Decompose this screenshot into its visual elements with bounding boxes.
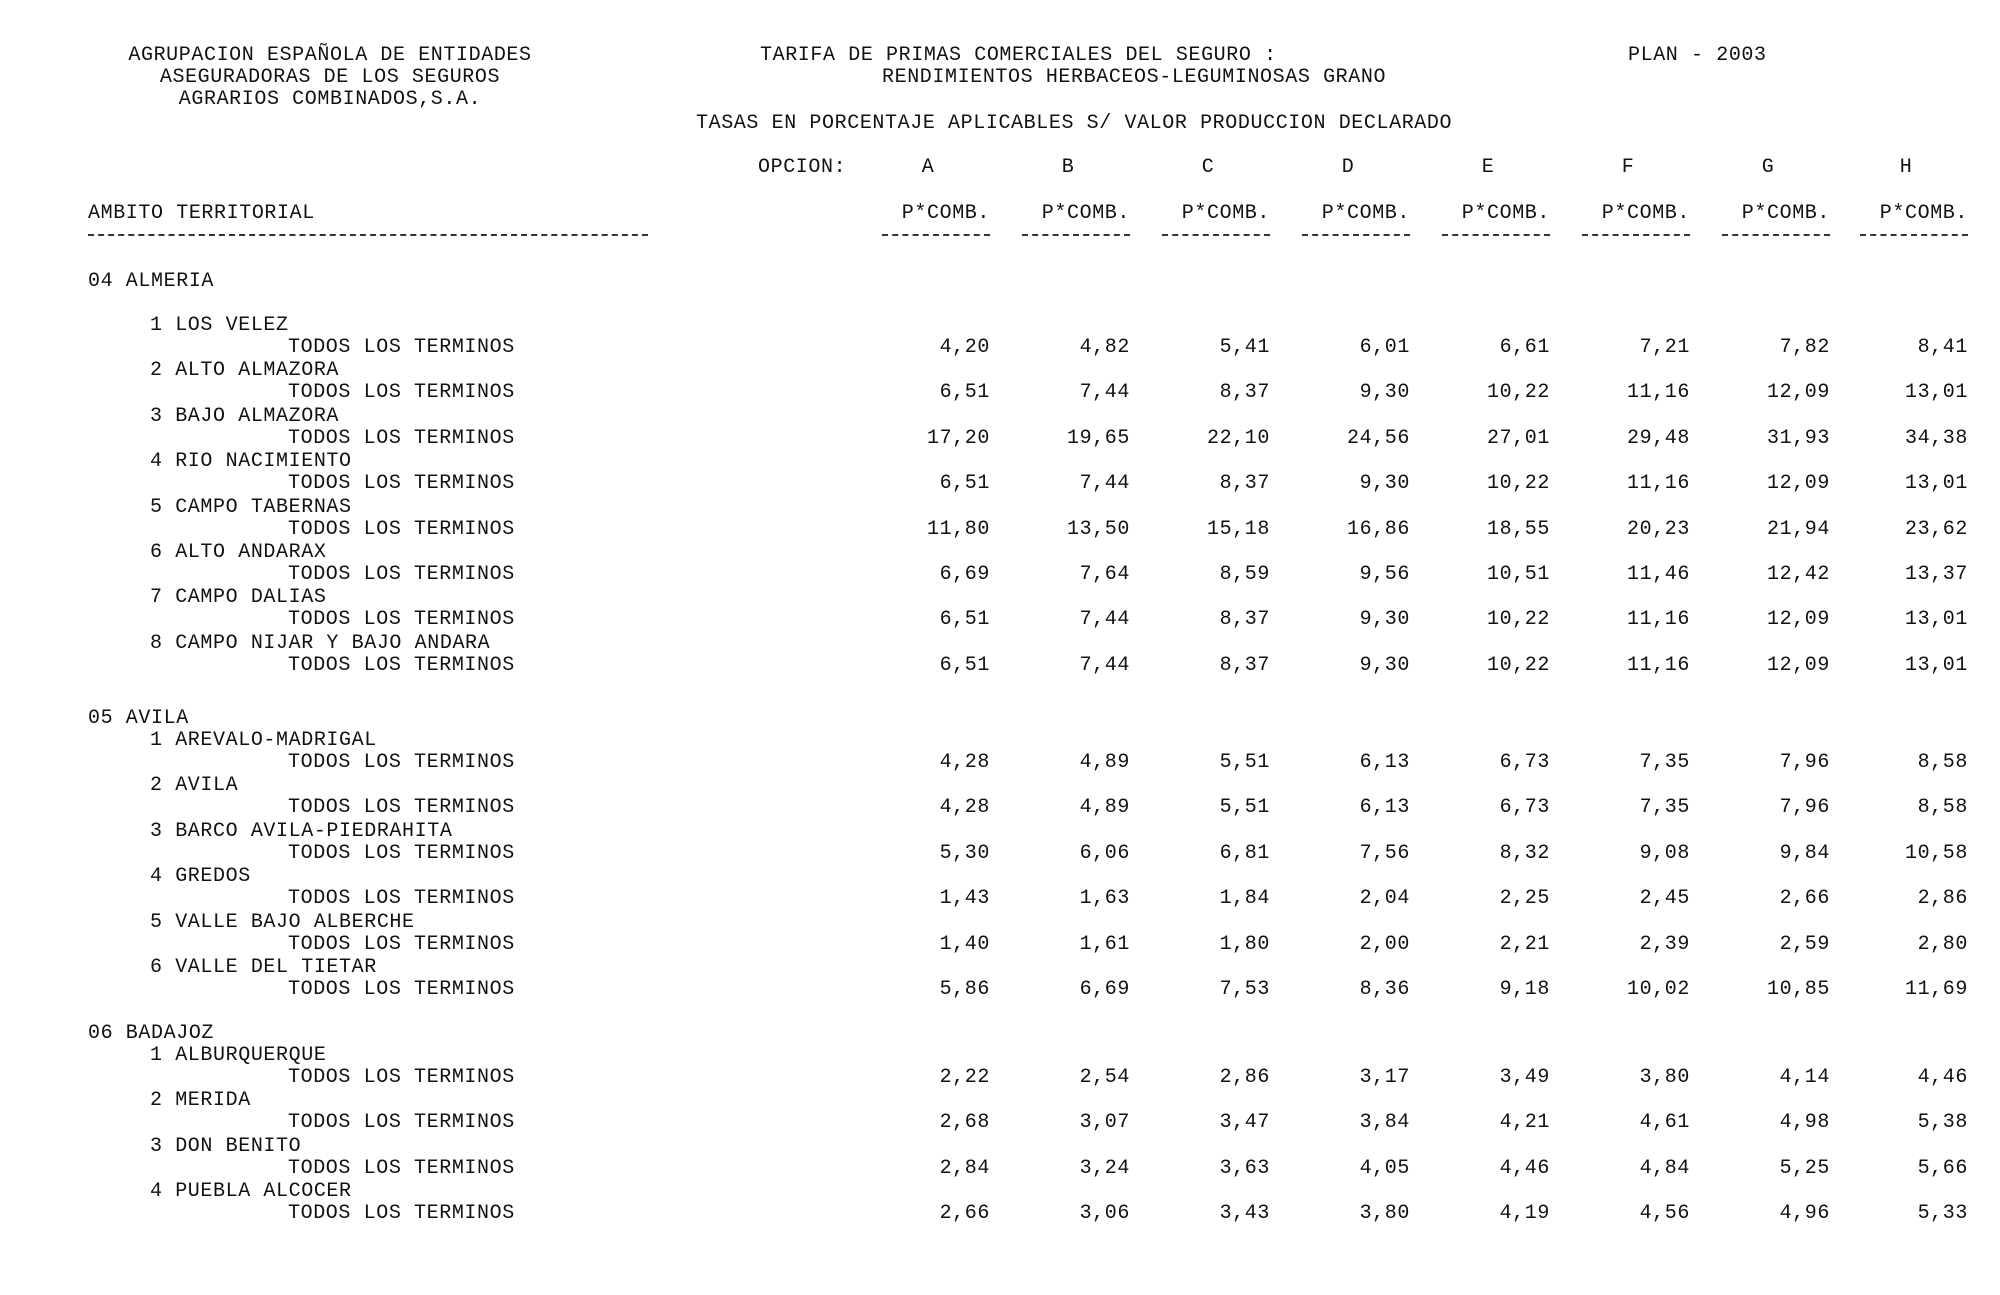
option-letter: B: [1061, 156, 1075, 179]
column-header: P*COMB.: [1461, 202, 1550, 225]
rate-cell: 9,30: [1359, 653, 1410, 677]
rate-cell: 1,40: [939, 932, 990, 956]
column-underline: [882, 234, 990, 236]
rate-cell: 9,08: [1639, 841, 1690, 865]
rate-cell: 1,43: [939, 887, 990, 911]
document-title: TARIFA DE PRIMAS COMERCIALES DEL SEGURO :: [760, 44, 1277, 67]
rate-cell: 21,94: [1766, 517, 1830, 541]
column-underline: [1860, 234, 1968, 236]
comarca-name: 1 ALBURQUERQUE: [150, 1044, 327, 1067]
rate-cell: 1,84: [1219, 887, 1270, 911]
rate-cell: 4,82: [1079, 336, 1130, 359]
terminos-label: TODOS LOS TERMINOS: [288, 426, 515, 450]
rate-cell: 29,48: [1626, 426, 1690, 450]
column-header: P*COMB.: [1321, 202, 1410, 225]
rate-cell: 3,17: [1359, 1066, 1410, 1089]
rate-cell: 5,33: [1917, 1202, 1968, 1226]
rate-cell: 8,37: [1219, 608, 1270, 632]
comarca-name: 2 AVILA: [150, 774, 239, 798]
rate-cell: 7,44: [1079, 653, 1130, 677]
rate-cell: 7,35: [1639, 751, 1690, 774]
rate-cell: 6,51: [939, 472, 990, 496]
rate-cell: 11,16: [1626, 653, 1690, 677]
ambito-territorial-label: AMBITO TERRITORIAL: [88, 202, 315, 225]
rate-cell: 4,05: [1359, 1156, 1410, 1180]
terminos-label: TODOS LOS TERMINOS: [288, 336, 515, 359]
rate-cell: 4,56: [1639, 1202, 1690, 1226]
rates-subtitle: TASAS EN PORCENTAJE APLICABLES S/ VALOR PRODUCCION DECLARADO: [696, 112, 1453, 135]
rate-cell: 34,38: [1904, 426, 1968, 450]
terminos-label: TODOS LOS TERMINOS: [288, 887, 515, 911]
rate-cell: 13,01: [1904, 381, 1968, 405]
rate-cell: 7,64: [1079, 563, 1130, 586]
rate-cell: 3,07: [1079, 1111, 1130, 1135]
terminos-label: TODOS LOS TERMINOS: [288, 1111, 515, 1135]
rate-cell: 4,20: [939, 336, 990, 359]
plan-label: PLAN - 2003: [1628, 44, 1767, 67]
rate-cell: 2,04: [1359, 887, 1410, 911]
org-line-1: AGRUPACION ESPAÑOLA DE ENTIDADES: [128, 44, 532, 67]
rate-cell: 5,51: [1219, 751, 1270, 774]
option-letter: C: [1201, 156, 1215, 179]
column-header: P*COMB.: [1879, 202, 1968, 225]
rate-cell: 6,51: [939, 381, 990, 405]
rate-cell: 9,30: [1359, 472, 1410, 496]
rate-cell: 6,61: [1499, 336, 1550, 359]
rate-cell: 3,43: [1219, 1202, 1270, 1226]
rate-cell: 4,19: [1499, 1202, 1550, 1226]
org-line-2: ASEGURADORAS DE LOS SEGUROS: [159, 66, 501, 89]
rate-cell: 2,59: [1779, 932, 1830, 956]
rate-cell: 1,80: [1219, 932, 1270, 956]
rate-cell: 17,20: [926, 426, 990, 450]
column-underline: [1582, 234, 1690, 236]
rate-cell: 9,30: [1359, 608, 1410, 632]
rate-cell: 1,63: [1079, 887, 1130, 911]
rate-cell: 22,10: [1206, 426, 1270, 450]
rate-cell: 2,39: [1639, 932, 1690, 956]
comarca-name: 2 ALTO ALMAZORA: [150, 359, 340, 383]
column-underline: [1442, 234, 1550, 236]
rate-cell: 9,84: [1779, 841, 1830, 865]
rate-cell: 6,51: [939, 608, 990, 632]
rate-cell: 4,21: [1499, 1111, 1550, 1135]
rate-cell: 10,22: [1486, 653, 1550, 677]
rate-cell: 15,18: [1206, 517, 1270, 541]
rate-cell: 10,51: [1486, 563, 1550, 586]
rate-cell: 4,14: [1779, 1066, 1830, 1089]
rate-cell: 11,16: [1626, 608, 1690, 632]
rate-cell: 5,41: [1219, 336, 1270, 359]
rate-cell: 7,35: [1639, 796, 1690, 820]
rate-cell: 10,85: [1766, 978, 1830, 1001]
column-underline: [1302, 234, 1410, 236]
rate-cell: 3,63: [1219, 1156, 1270, 1180]
rate-cell: 11,80: [926, 517, 990, 541]
rate-cell: 6,13: [1359, 751, 1410, 774]
rate-cell: 8,37: [1219, 653, 1270, 677]
rate-cell: 9,30: [1359, 381, 1410, 405]
opcion-label: OPCION:: [758, 156, 847, 179]
rate-cell: 4,28: [939, 751, 990, 774]
option-letter: H: [1899, 156, 1913, 179]
rate-cell: 4,61: [1639, 1111, 1690, 1135]
comarca-name: 5 VALLE BAJO ALBERCHE: [150, 910, 415, 934]
rate-cell: 5,66: [1917, 1156, 1968, 1180]
rate-cell: 8,32: [1499, 841, 1550, 865]
rate-cell: 6,73: [1499, 796, 1550, 820]
terminos-label: TODOS LOS TERMINOS: [288, 932, 515, 956]
rate-cell: 3,84: [1359, 1111, 1410, 1135]
rate-cell: 8,58: [1917, 796, 1968, 820]
rate-cell: 7,96: [1779, 796, 1830, 820]
rate-cell: 2,22: [939, 1066, 990, 1089]
province-name: 05 AVILA: [88, 707, 189, 730]
terminos-label: TODOS LOS TERMINOS: [288, 1202, 515, 1226]
rate-cell: 4,46: [1917, 1066, 1968, 1089]
rate-cell: 9,18: [1499, 978, 1550, 1001]
comarca-name: 8 CAMPO NIJAR Y BAJO ANDARA: [150, 631, 491, 655]
ambito-underline: [88, 234, 648, 236]
rate-cell: 11,69: [1904, 978, 1968, 1001]
option-letter: D: [1341, 156, 1355, 179]
rate-cell: 6,73: [1499, 751, 1550, 774]
terminos-label: TODOS LOS TERMINOS: [288, 796, 515, 820]
rate-cell: 7,44: [1079, 381, 1130, 405]
comarca-name: 4 PUEBLA ALCOCER: [150, 1180, 352, 1204]
rate-cell: 2,66: [939, 1202, 990, 1226]
comarca-name: 5 CAMPO TABERNAS: [150, 495, 352, 519]
rate-cell: 3,47: [1219, 1111, 1270, 1135]
terminos-label: TODOS LOS TERMINOS: [288, 653, 515, 677]
rate-cell: 3,24: [1079, 1156, 1130, 1180]
rate-cell: 8,36: [1359, 978, 1410, 1001]
document-title-line-2: RENDIMIENTOS HERBACEOS-LEGUMINOSAS GRANO: [882, 66, 1387, 89]
terminos-label: TODOS LOS TERMINOS: [288, 1156, 515, 1180]
terminos-label: TODOS LOS TERMINOS: [288, 381, 515, 405]
comarca-name: 6 ALTO ANDARAX: [150, 541, 327, 564]
rate-cell: 7,53: [1219, 978, 1270, 1001]
rate-cell: 6,69: [939, 563, 990, 586]
column-underline: [1722, 234, 1830, 236]
rate-cell: 18,55: [1486, 517, 1550, 541]
rate-cell: 7,96: [1779, 751, 1830, 774]
rate-cell: 12,09: [1766, 381, 1830, 405]
option-letter: A: [921, 156, 935, 179]
rate-cell: 5,25: [1779, 1156, 1830, 1180]
option-letter: E: [1481, 156, 1495, 179]
rate-cell: 12,09: [1766, 472, 1830, 496]
rate-cell: 12,09: [1766, 653, 1830, 677]
terminos-label: TODOS LOS TERMINOS: [288, 751, 515, 774]
rate-cell: 2,21: [1499, 932, 1550, 956]
comarca-name: 6 VALLE DEL TIETAR: [150, 956, 377, 979]
column-header: P*COMB.: [1601, 202, 1690, 225]
rate-cell: 9,56: [1359, 563, 1410, 586]
comarca-name: 1 LOS VELEZ: [150, 314, 289, 337]
rate-cell: 6,01: [1359, 336, 1410, 359]
rate-cell: 2,00: [1359, 932, 1410, 956]
comarca-name: 3 DON BENITO: [150, 1134, 302, 1158]
rate-cell: 2,86: [1917, 887, 1968, 911]
rate-cell: 4,98: [1779, 1111, 1830, 1135]
rate-cell: 7,44: [1079, 608, 1130, 632]
rate-cell: 10,22: [1486, 472, 1550, 496]
rate-cell: 6,13: [1359, 796, 1410, 820]
rate-cell: 2,68: [939, 1111, 990, 1135]
rate-cell: 7,44: [1079, 472, 1130, 496]
rate-cell: 6,69: [1079, 978, 1130, 1001]
rate-cell: 2,66: [1779, 887, 1830, 911]
province-name: 04 ALMERIA: [88, 270, 215, 293]
rate-cell: 4,89: [1079, 751, 1130, 774]
comarca-name: 4 RIO NACIMIENTO: [150, 450, 352, 474]
rate-cell: 6,81: [1219, 841, 1270, 865]
column-header: P*COMB.: [1741, 202, 1830, 225]
rate-cell: 10,02: [1626, 978, 1690, 1001]
rate-cell: 7,21: [1639, 336, 1690, 359]
column-header: P*COMB.: [1041, 202, 1130, 225]
comarca-name: 3 BARCO AVILA-PIEDRAHITA: [150, 819, 453, 843]
rate-cell: 7,82: [1779, 336, 1830, 359]
terminos-label: TODOS LOS TERMINOS: [288, 563, 515, 586]
rate-cell: 8,41: [1917, 336, 1968, 359]
rate-cell: 5,38: [1917, 1111, 1968, 1135]
rate-cell: 2,25: [1499, 887, 1550, 911]
rate-cell: 13,50: [1066, 517, 1130, 541]
rate-cell: 5,86: [939, 978, 990, 1001]
column-underline: [1162, 234, 1270, 236]
rate-cell: 20,23: [1626, 517, 1690, 541]
comarca-name: 3 BAJO ALMAZORA: [150, 404, 340, 428]
column-header: P*COMB.: [1181, 202, 1270, 225]
rate-cell: 4,84: [1639, 1156, 1690, 1180]
option-letter: G: [1761, 156, 1775, 179]
rate-cell: 2,54: [1079, 1066, 1130, 1089]
rate-cell: 11,16: [1626, 381, 1690, 405]
rate-cell: 7,56: [1359, 841, 1410, 865]
rate-cell: 2,80: [1917, 932, 1968, 956]
rate-cell: 3,06: [1079, 1202, 1130, 1226]
rate-cell: 10,22: [1486, 381, 1550, 405]
org-line-3: AGRARIOS COMBINADOS,S.A.: [178, 88, 482, 111]
rate-cell: 8,58: [1917, 751, 1968, 774]
rate-cell: 8,37: [1219, 472, 1270, 496]
terminos-label: TODOS LOS TERMINOS: [288, 472, 515, 496]
option-letter: F: [1621, 156, 1635, 179]
rate-cell: 13,01: [1904, 472, 1968, 496]
rate-cell: 4,96: [1779, 1202, 1830, 1226]
rate-cell: 12,42: [1766, 563, 1830, 586]
rate-cell: 5,51: [1219, 796, 1270, 820]
rate-cell: 6,51: [939, 653, 990, 677]
rate-cell: 31,93: [1766, 426, 1830, 450]
rate-cell: 8,37: [1219, 381, 1270, 405]
rate-cell: 8,59: [1219, 563, 1270, 586]
rate-cell: 13,37: [1904, 563, 1968, 586]
rate-cell: 2,84: [939, 1156, 990, 1180]
comarca-name: 2 MERIDA: [150, 1089, 251, 1113]
column-underline: [1022, 234, 1130, 236]
rate-cell: 2,86: [1219, 1066, 1270, 1089]
terminos-label: TODOS LOS TERMINOS: [288, 841, 515, 865]
rate-cell: 11,46: [1626, 563, 1690, 586]
rate-cell: 16,86: [1346, 517, 1410, 541]
rate-cell: 3,49: [1499, 1066, 1550, 1089]
comarca-name: 1 AREVALO-MADRIGAL: [150, 729, 377, 752]
rate-cell: 24,56: [1346, 426, 1410, 450]
comarca-name: 4 GREDOS: [150, 865, 251, 889]
rate-cell: 12,09: [1766, 608, 1830, 632]
rate-cell: 2,45: [1639, 887, 1690, 911]
rate-cell: 6,06: [1079, 841, 1130, 865]
terminos-label: TODOS LOS TERMINOS: [288, 978, 515, 1001]
rate-cell: 11,16: [1626, 472, 1690, 496]
rate-cell: 27,01: [1486, 426, 1550, 450]
rate-cell: 10,22: [1486, 608, 1550, 632]
rate-cell: 13,01: [1904, 608, 1968, 632]
rate-cell: 5,30: [939, 841, 990, 865]
terminos-label: TODOS LOS TERMINOS: [288, 517, 515, 541]
comarca-name: 7 CAMPO DALIAS: [150, 586, 327, 610]
rate-cell: 4,89: [1079, 796, 1130, 820]
rate-cell: 13,01: [1904, 653, 1968, 677]
rate-cell: 23,62: [1904, 517, 1968, 541]
rate-cell: 1,61: [1079, 932, 1130, 956]
terminos-label: TODOS LOS TERMINOS: [288, 1066, 515, 1089]
rate-cell: 10,58: [1904, 841, 1968, 865]
rate-cell: 4,28: [939, 796, 990, 820]
province-name: 06 BADAJOZ: [88, 1022, 215, 1045]
column-header: P*COMB.: [901, 202, 990, 225]
terminos-label: TODOS LOS TERMINOS: [288, 608, 515, 632]
rate-cell: 3,80: [1359, 1202, 1410, 1226]
rate-cell: 3,80: [1639, 1066, 1690, 1089]
rate-cell: 4,46: [1499, 1156, 1550, 1180]
rate-cell: 19,65: [1066, 426, 1130, 450]
